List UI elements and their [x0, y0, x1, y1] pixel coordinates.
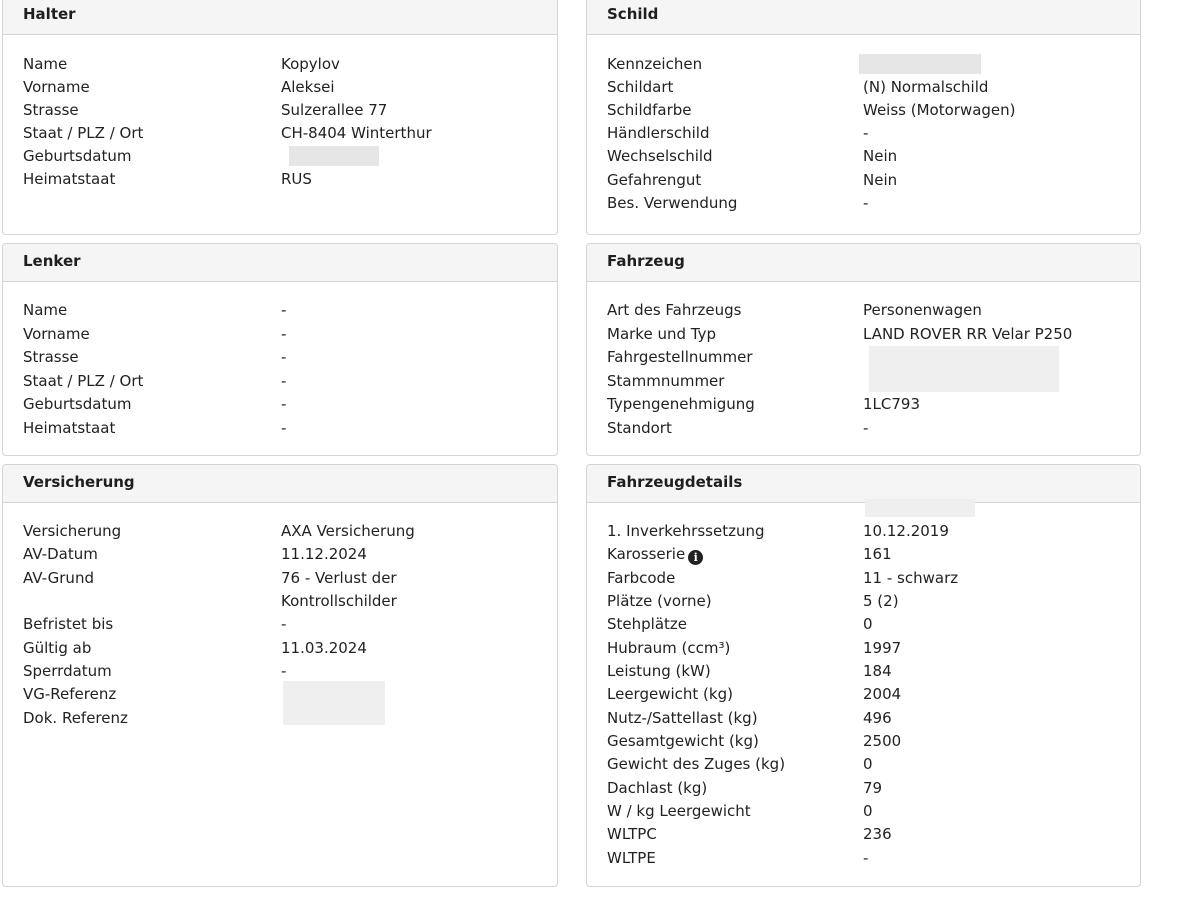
details-label-zuggewicht: Gewicht des Zuges (kg) [607, 755, 786, 773]
halter-title: Halter [3, 0, 557, 35]
fahrzeug-label-marke: Marke und Typ [607, 325, 716, 343]
schild-label-schildart: Schildart [607, 78, 674, 96]
versicherung-row-dok-referenz [3, 707, 557, 730]
halter-panel [2, 0, 558, 235]
versicherung-label-befristet: Befristet bis [23, 615, 114, 633]
halter-label-vorname: Vorname [23, 78, 90, 96]
versicherung-label-dok-referenz: Dok. Referenz [23, 709, 128, 727]
versicherung-label-av-datum: AV-Datum [23, 545, 98, 563]
redacted-references [283, 681, 385, 725]
details-value-plaetze: 5 (2) [863, 592, 899, 610]
details-value-stehplaetze: 0 [863, 615, 873, 633]
details-row-karosserie [587, 543, 1140, 566]
details-label-stehplaetze: Stehplätze [607, 615, 688, 633]
details-value-zuggewicht: 0 [863, 755, 873, 773]
halter-row-heimatstaat [3, 168, 557, 191]
versicherung-label-versicherung: Versicherung [23, 522, 122, 540]
schild-row-gefahrengut [587, 169, 1140, 192]
versicherung-row-versicherung [3, 520, 557, 543]
fahrzeug-panel [586, 243, 1141, 456]
details-row-leergewicht [587, 683, 1140, 706]
fahrzeug-title: Fahrzeug [587, 244, 1140, 282]
details-value-leistung: 184 [863, 662, 892, 680]
schild-value-wechselschild: Nein [863, 147, 898, 165]
lenker-value-strasse: - [281, 348, 287, 366]
lenker-value-heimatstaat: - [281, 419, 287, 437]
fahrzeug-label-art: Art des Fahrzeugs [607, 301, 742, 319]
lenker-label-name: Name [23, 301, 68, 319]
versicherung-row-sperrdatum [3, 660, 557, 683]
fahrzeug-label-standort: Standort [607, 419, 672, 437]
details-row-leistung [587, 660, 1140, 683]
lenker-value-ort: - [281, 372, 287, 390]
info-icon[interactable]: i [688, 550, 703, 565]
details-label-farbcode: Farbcode [607, 569, 676, 587]
details-row-w-kg [587, 800, 1140, 823]
halter-row-strasse [3, 99, 557, 122]
details-row-farbcode [587, 567, 1140, 590]
schild-value-haendlerschild: - [863, 124, 869, 142]
fahrzeug-label-stammnummer: Stammnummer [607, 372, 725, 390]
lenker-label-ort: Staat / PLZ / Ort [23, 372, 144, 390]
versicherung-label-sperrdatum: Sperrdatum [23, 662, 112, 680]
fahrzeug-value-art: Personenwagen [863, 301, 982, 319]
schild-row-schildart [587, 76, 1140, 99]
versicherung-title: Versicherung [3, 465, 557, 503]
lenker-label-vorname: Vorname [23, 325, 90, 343]
details-row-dachlast [587, 777, 1140, 800]
redacted-vehicle-numbers [869, 346, 1059, 392]
redacted-detail-field [865, 499, 975, 517]
schild-label-verwendung: Bes. Verwendung [607, 194, 738, 212]
versicherung-label-av-grund: AV-Grund [23, 569, 94, 587]
versicherung-panel [2, 464, 558, 887]
versicherung-value-av-grund: 76 - Verlust der Kontrollschilder [281, 569, 397, 610]
details-label-karosserie: Karosserie [607, 545, 686, 563]
details-value-gesamtgewicht: 2500 [863, 732, 902, 750]
fahrzeug-label-typengenehmigung: Typengenehmigung [607, 395, 755, 413]
details-value-w-kg: 0 [863, 802, 873, 820]
fahrzeug-value-standort: - [863, 419, 869, 437]
redacted-birthdate [289, 146, 379, 166]
lenker-row-name [3, 299, 557, 322]
versicherung-label-gueltig-ab: Gültig ab [23, 639, 92, 657]
halter-row-ort [3, 122, 557, 145]
details-row-wltpc [587, 823, 1140, 846]
schild-row-schildfarbe [587, 99, 1140, 122]
halter-row-vorname [3, 76, 557, 99]
versicherung-value-versicherung: AXA Versicherung [281, 522, 415, 540]
halter-label-heimatstaat: Heimatstaat [23, 170, 116, 188]
schild-row-haendlerschild [587, 122, 1140, 145]
details-value-wltpe: - [863, 849, 869, 867]
lenker-row-strasse [3, 346, 557, 369]
schild-row-kennzeichen [587, 53, 1140, 76]
lenker-panel [2, 243, 558, 456]
lenker-value-geburtsdatum: - [281, 395, 287, 413]
versicherung-label-vg-referenz: VG-Referenz [23, 685, 117, 703]
versicherung-value-av-datum: 11.12.2024 [281, 545, 367, 563]
schild-value-schildfarbe: Weiss (Motorwagen) [863, 101, 1016, 119]
details-label-inverkehrssetzung: 1. Inverkehrssetzung [607, 522, 765, 540]
lenker-value-vorname: - [281, 325, 287, 343]
versicherung-row-befristet [3, 613, 557, 636]
details-value-nutzlast: 496 [863, 709, 892, 727]
details-row-wltpe [587, 847, 1140, 870]
versicherung-value-gueltig-ab: 11.03.2024 [281, 639, 367, 657]
details-label-wltpe: WLTPE [607, 849, 656, 867]
halter-label-strasse: Strasse [23, 101, 79, 119]
halter-row-name [3, 53, 557, 76]
lenker-row-vorname [3, 323, 557, 346]
fahrzeugdetails-panel [586, 464, 1141, 887]
schild-value-schildart: (N) Normalschild [863, 78, 989, 96]
schild-label-gefahrengut: Gefahrengut [607, 171, 702, 189]
versicherung-value-sperrdatum: - [281, 662, 287, 680]
halter-value-strasse: Sulzerallee 77 [281, 101, 388, 119]
schild-title: Schild [587, 0, 1140, 35]
details-label-gesamtgewicht: Gesamtgewicht (kg) [607, 732, 759, 750]
schild-label-haendlerschild: Händlerschild [607, 124, 710, 142]
lenker-value-name: - [281, 301, 287, 319]
redacted-plate-number [859, 54, 981, 74]
halter-value-vorname: Aleksei [281, 78, 335, 96]
details-label-w-kg: W / kg Leergewicht [607, 802, 751, 820]
lenker-row-heimatstaat [3, 417, 557, 440]
details-row-stehplaetze [587, 613, 1140, 636]
versicherung-row-vg-referenz [3, 683, 557, 706]
details-value-wltpc: 236 [863, 825, 892, 843]
details-value-dachlast: 79 [863, 779, 883, 797]
details-row-gesamtgewicht [587, 730, 1140, 753]
versicherung-row-av-grund [3, 567, 557, 613]
fahrzeugdetails-title: Fahrzeugdetails [587, 465, 1140, 503]
fahrzeug-value-marke: LAND ROVER RR Velar P250 [863, 325, 1073, 343]
lenker-row-geburtsdatum [3, 393, 557, 416]
halter-value-ort: CH-8404 Winterthur [281, 124, 432, 142]
schild-label-wechselschild: Wechselschild [607, 147, 713, 165]
details-label-hubraum: Hubraum (ccm³) [607, 639, 731, 657]
halter-value-name: Kopylov [281, 55, 340, 73]
schild-row-verwendung [587, 192, 1140, 215]
fahrzeug-row-standort [587, 417, 1140, 440]
details-label-dachlast: Dachlast (kg) [607, 779, 708, 797]
versicherung-row-gueltig-ab [3, 637, 557, 660]
fahrzeug-label-fahrgestellnummer: Fahrgestellnummer [607, 348, 753, 366]
halter-label-geburtsdatum: Geburtsdatum [23, 147, 132, 165]
details-label-leergewicht: Leergewicht (kg) [607, 685, 733, 703]
lenker-title: Lenker [3, 244, 557, 282]
details-row-inverkehrssetzung [587, 520, 1140, 543]
details-row-nutzlast [587, 707, 1140, 730]
lenker-label-heimatstaat: Heimatstaat [23, 419, 116, 437]
schild-value-gefahrengut: Nein [863, 171, 898, 189]
details-label-leistung: Leistung (kW) [607, 662, 711, 680]
details-row-hubraum [587, 637, 1140, 660]
schild-label-schildfarbe: Schildfarbe [607, 101, 692, 119]
details-row-zuggewicht [587, 753, 1140, 776]
fahrzeug-row-art [587, 299, 1140, 322]
details-row-plaetze [587, 590, 1140, 613]
details-value-hubraum: 1997 [863, 639, 902, 657]
details-label-plaetze: Plätze (vorne) [607, 592, 712, 610]
schild-label-kennzeichen: Kennzeichen [607, 55, 703, 73]
details-value-karosserie: 161 [863, 545, 892, 563]
halter-value-heimatstaat: RUS [281, 170, 312, 188]
halter-label-name: Name [23, 55, 68, 73]
lenker-row-ort [3, 370, 557, 393]
fahrzeug-value-typengenehmigung: 1LC793 [863, 395, 921, 413]
lenker-label-geburtsdatum: Geburtsdatum [23, 395, 132, 413]
details-label-wltpc: WLTPC [607, 825, 657, 843]
details-value-farbcode: 11 - schwarz [863, 569, 959, 587]
schild-row-wechselschild [587, 145, 1140, 168]
details-value-leergewicht: 2004 [863, 685, 902, 703]
fahrzeug-row-marke [587, 323, 1140, 346]
versicherung-value-befristet: - [281, 615, 287, 633]
lenker-label-strasse: Strasse [23, 348, 79, 366]
halter-row-geburtsdatum [3, 145, 557, 168]
versicherung-row-av-datum [3, 543, 557, 566]
details-label-nutzlast: Nutz-/Sattellast (kg) [607, 709, 758, 727]
schild-value-verwendung: - [863, 194, 869, 212]
halter-label-ort: Staat / PLZ / Ort [23, 124, 144, 142]
details-value-inverkehrssetzung: 10.12.2019 [863, 522, 949, 540]
schild-panel [586, 0, 1141, 235]
fahrzeug-row-typengenehmigung [587, 393, 1140, 416]
